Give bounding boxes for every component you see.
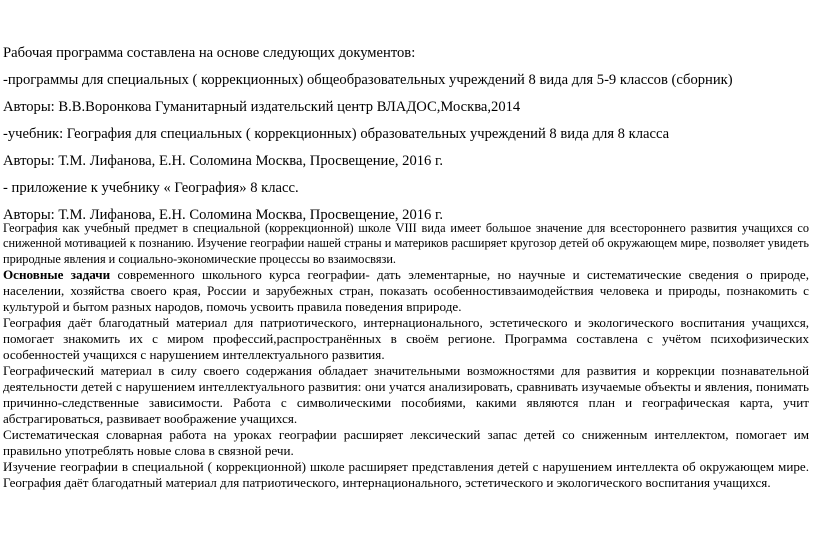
textbook-authors-line: Авторы: Т.М. Лифанова, Е.Н. Соломина Москва, Просвещение, 2016 г.	[3, 153, 443, 169]
tasks-label: Основные задачи	[3, 267, 111, 283]
material-paragraph: Географический материал в силу своего содержания обладает значительными возможностями для развития и коррекции познавательной деятельности детей с нарушением интеллектуального развития: они учатся анализировать, сравнивать изучаемые объекты и явления, понимать причинно-следственные зависимости. Работа с символическими пособиями, какими являются план и географическая карта, учит абстрагироваться, развивает воображение учащихся.	[3, 363, 809, 427]
program-reference-line: -программы для специальных ( коррекционных) общеобразовательных учреждений 8 вида для 5-9 классов (сборник)	[3, 72, 733, 88]
explanatory-text	[3, 221, 809, 491]
final-paragraph: Изучение географии в специальной ( коррекционной) школе расширяет представления детей с нарушением интеллекта об окружающем мире. География даёт благодатный материал для патриотического, интернационального, эстетического и экологического воспитания учащихся.	[3, 459, 809, 491]
document-basis-line: Рабочая программа составлена на основе следующих документов:	[3, 45, 416, 61]
patriotic-paragraph: География даёт благодатный материал для патриотического, интернационального, эстетического и экологического воспитания учащихся, помогает знакомить их с миром профессий,распространённых в своём регионе. Программа составлена с учётом психофизических особенностей учащихся с нарушением интеллектуального развития.	[3, 315, 809, 363]
textbook-reference-line: -учебник: География для специальных ( коррекционных) образовательных учреждений 8 вида для 8 класса	[3, 126, 670, 142]
appendix-reference-line: - приложение к учебнику « География» 8 класс.	[3, 180, 299, 196]
program-authors-line: Авторы: В.В.Воронкова Гуманитарный издательский центр ВЛАДОС,Москва,2014	[3, 99, 521, 115]
tasks-paragraph	[3, 267, 809, 315]
appendix-authors-line: Авторы: Т.М. Лифанова, Е.Н. Соломина Москва, Просвещение, 2016 г.	[3, 207, 443, 223]
vocabulary-paragraph: Систематическая словарная работа на уроках географии расширяет лексический запас детей со сниженным интеллектом, помогает им правильно употреблять новые слова в связной речи.	[3, 427, 809, 459]
intro-paragraph: География как учебный предмет в специальной (коррекционной) школе VIII вида имеет большое значение для всестороннего развития учащихся со сниженной мотивацией к познанию. Изучение географии нашей страны и материков расширяет кругозор детей об окружающем мире, позволяет увидеть природные явления и социально-экономические процессы во взаимосвязи.	[3, 221, 809, 266]
tasks-text: современного школьного курса географии- дать элементарные, но научные и систематические сведения о природе, населении, хозяйства своего края, России и зарубежных стран, показать особенностивзаимодействия человека и природы, познакомить с культурой и бытом разных народов, помочь усвоить правила поведения вприроде.	[3, 267, 809, 315]
